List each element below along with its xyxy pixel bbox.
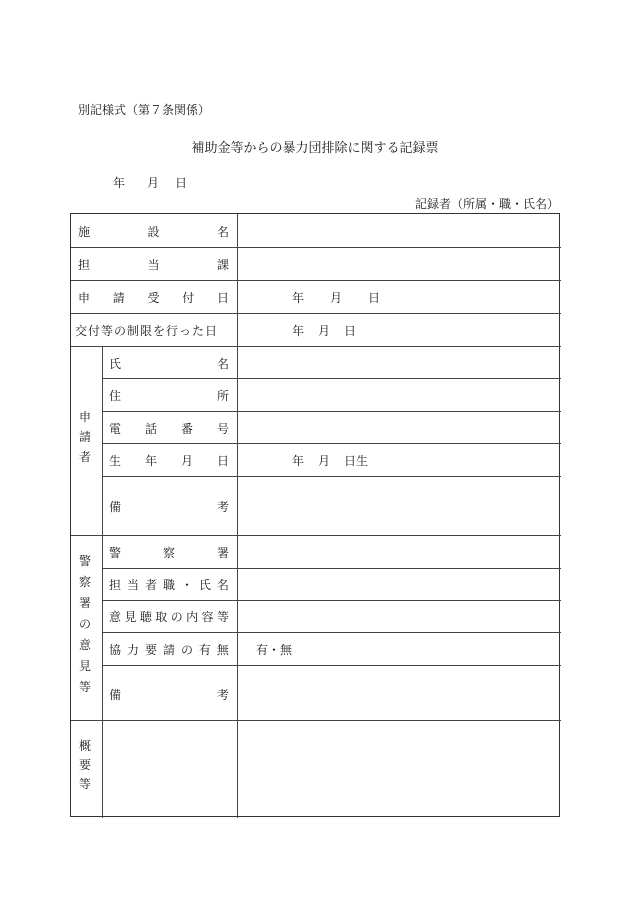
application-date-value: 年 月 日: [292, 291, 381, 305]
restriction-date-label: 交付等の制限を行った日: [75, 324, 219, 338]
police-remarks-label: 備 考: [109, 688, 229, 702]
record-date-month: 月: [147, 176, 160, 190]
column-divider: [102, 346, 103, 818]
record-date-line: [113, 174, 187, 191]
facility-name-label: 施 設 名: [78, 225, 229, 239]
record-date-day: 日: [175, 176, 188, 190]
summary-group-label: 概 要 等: [79, 739, 92, 791]
restriction-date-value: 年 月 日: [292, 324, 357, 338]
row-divider: [102, 632, 561, 633]
row-divider: [71, 313, 561, 314]
applicant-group-label: 申 請 者: [79, 410, 92, 464]
applicant-birth-label: 生 年 月 日: [109, 454, 229, 468]
police-cooperation-value: 有・無: [256, 643, 293, 657]
row-divider: [102, 378, 561, 379]
applicant-phone-label: 電 話 番 号: [109, 422, 229, 436]
police-officer-label: 担 当 者 職 ・ 氏 名: [109, 578, 229, 592]
row-divider: [71, 280, 561, 281]
recorder-label: 記録者（所属・職・氏名）: [414, 197, 559, 211]
row-divider: [71, 247, 561, 248]
police-hearing-label: 意 見 聴 取 の 内 容 等: [109, 610, 229, 624]
row-divider: [71, 720, 561, 721]
record-form-table: [70, 213, 560, 817]
row-divider: [102, 665, 561, 666]
applicant-birth-value: 年 月 日生: [292, 454, 369, 468]
row-divider: [102, 476, 561, 477]
row-divider: [71, 346, 561, 347]
police-group-label: 警 察 署 の 意 見 等: [79, 554, 92, 694]
record-date-year: 年: [113, 176, 126, 190]
application-date-label: 申 請 受 付 日: [78, 291, 229, 305]
applicant-address-label: 住 所: [109, 389, 229, 403]
row-divider: [102, 411, 561, 412]
department-label: 担 当 課: [78, 258, 229, 272]
applicant-remarks-label: 備 考: [109, 500, 229, 514]
form-title: 補助金等からの暴力団排除に関する記録票: [191, 141, 439, 156]
row-divider: [102, 443, 561, 444]
column-divider: [237, 214, 238, 818]
applicant-name-label: 氏 名: [109, 357, 229, 371]
form-attachment-label: 別記様式（第７条関係）: [78, 103, 211, 117]
police-cooperation-label: 協 力 要 請 の 有 無: [109, 643, 229, 657]
police-station-label: 警 察 署: [109, 546, 229, 560]
row-divider: [71, 535, 561, 536]
row-divider: [102, 600, 561, 601]
row-divider: [102, 568, 561, 569]
